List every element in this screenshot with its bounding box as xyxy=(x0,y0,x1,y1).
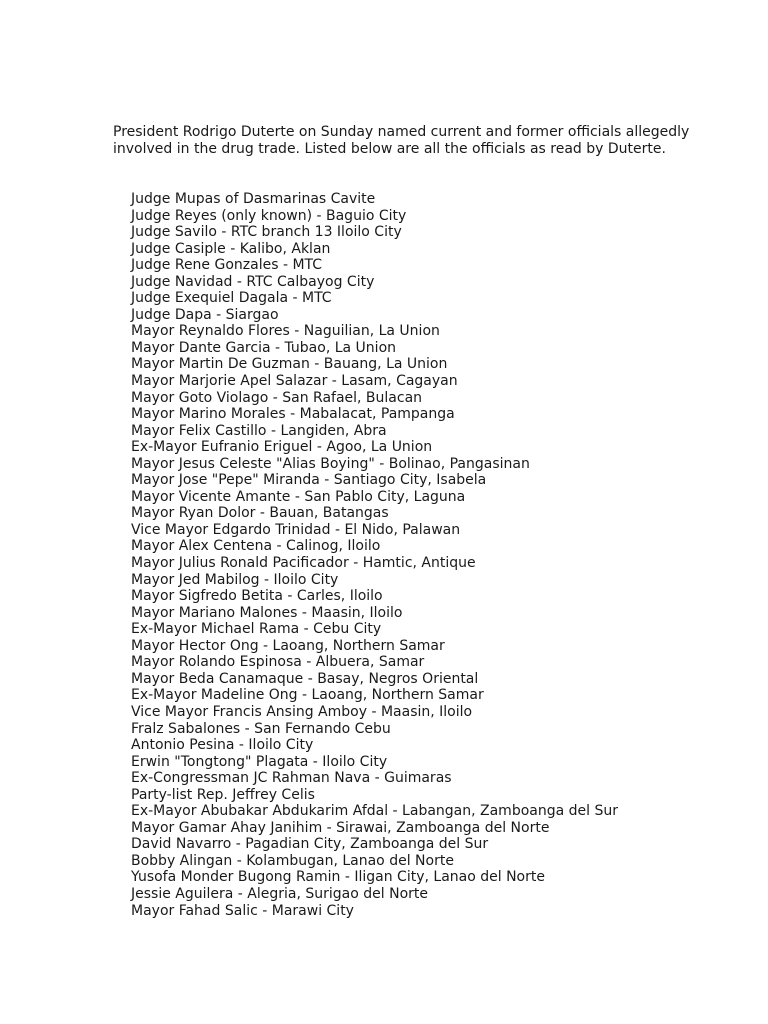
official-list-item: Mayor Reynaldo Flores - Naguilian, La Union xyxy=(131,323,440,340)
official-list-item: Vice Mayor Edgardo Trinidad - El Nido, Palawan xyxy=(131,521,461,538)
official-list-item: Judge Casiple - Kalibo, Aklan xyxy=(131,240,331,257)
official-list-item: Mayor Jose "Pepe" Miranda - Santiago City, Isabela xyxy=(131,472,487,489)
official-list-item: Mayor Jesus Celeste "Alias Boying" - Bolinao, Pangasinan xyxy=(131,455,530,472)
official-list-item: Mayor Alex Centena - Calinog, Iloilo xyxy=(131,538,381,555)
official-list-item: Judge Reyes (only known) - Baguio City xyxy=(131,207,407,224)
official-list-item: Mayor Ryan Dolor - Bauan, Batangas xyxy=(131,505,389,522)
intro-paragraph: President Rodrigo Duterte on Sunday named current and former officials allegedly involved in the drug trade. Listed below are all the officials as read by Duterte. xyxy=(113,124,690,157)
official-list-item: Mayor Hector Ong - Laoang, Northern Samar xyxy=(131,637,445,654)
official-list-item: Fralz Sabalones - San Fernando Cebu xyxy=(131,720,391,737)
official-list-item: Judge Dapa - Siargao xyxy=(131,306,279,323)
official-list-item: Ex-Mayor Eufranio Eriguel - Agoo, La Union xyxy=(131,439,433,456)
official-list-item: Mayor Goto Violago - San Rafael, Bulacan xyxy=(131,389,423,406)
official-list-item: Mayor Felix Castillo - Langiden, Abra xyxy=(131,422,387,439)
official-list-item: Mayor Jed Mabilog - Iloilo City xyxy=(131,571,339,588)
official-list-item: Mayor Julius Ronald Pacificador - Hamtic, Antique xyxy=(131,555,476,572)
officials-list xyxy=(131,191,618,919)
official-list-item: Antonio Pesina - Iloilo City xyxy=(131,737,314,754)
official-list-item: Mayor Marino Morales - Mabalacat, Pampanga xyxy=(131,406,455,423)
official-list-item: Judge Savilo - RTC branch 13 Iloilo City xyxy=(131,224,402,241)
official-list-item: Mayor Beda Canamaque - Basay, Negros Oriental xyxy=(131,670,479,687)
official-list-item: Jessie Aguilera - Alegria, Surigao del Norte xyxy=(131,885,429,902)
official-list-item: Mayor Sigfredo Betita - Carles, Iloilo xyxy=(131,588,383,605)
official-list-item: Judge Mupas of Dasmarinas Cavite xyxy=(131,191,376,207)
official-list-item: Party-list Rep. Jeffrey Celis xyxy=(131,786,315,803)
official-list-item: Erwin "Tongtong" Plagata - Iloilo City xyxy=(131,753,388,770)
official-list-item: Judge Exequiel Dagala - MTC xyxy=(131,290,332,307)
official-list-item: David Navarro - Pagadian City, Zamboanga del Sur xyxy=(131,836,489,853)
official-list-item: Ex-Mayor Madeline Ong - Laoang, Northern Samar xyxy=(131,687,484,704)
official-list-item: Judge Navidad - RTC Calbayog City xyxy=(131,273,375,290)
official-list-item: Mayor Gamar Ahay Janihim - Sirawai, Zamboanga del Norte xyxy=(131,819,550,836)
official-list-item: Ex-Congressman JC Rahman Nava - Guimaras xyxy=(131,770,452,787)
official-list-item: Mayor Vicente Amante - San Pablo City, Laguna xyxy=(131,488,466,505)
official-list-item: Yusofa Monder Bugong Ramin - Iligan City, Lanao del Norte xyxy=(131,869,545,886)
official-list-item: Mayor Fahad Salic - Marawi City xyxy=(131,902,354,919)
official-list-item: Vice Mayor Francis Ansing Amboy - Maasin, Iloilo xyxy=(131,703,473,720)
official-list-item: Mayor Rolando Espinosa - Albuera, Samar xyxy=(131,654,425,671)
official-list-item: Ex-Mayor Abubakar Abdukarim Afdal - Labangan, Zamboanga del Sur xyxy=(131,803,618,820)
official-list-item: Judge Rene Gonzales - MTC xyxy=(131,257,323,274)
official-list-item: Mayor Mariano Malones - Maasin, Iloilo xyxy=(131,604,403,621)
official-list-item: Mayor Martin De Guzman - Bauang, La Union xyxy=(131,356,448,373)
official-list-item: Bobby Alingan - Kolambugan, Lanao del Norte xyxy=(131,852,454,869)
official-list-item: Ex-Mayor Michael Rama - Cebu City xyxy=(131,621,382,638)
official-list-item: Mayor Marjorie Apel Salazar - Lasam, Cagayan xyxy=(131,373,458,390)
official-list-item: Mayor Dante Garcia - Tubao, La Union xyxy=(131,339,397,356)
